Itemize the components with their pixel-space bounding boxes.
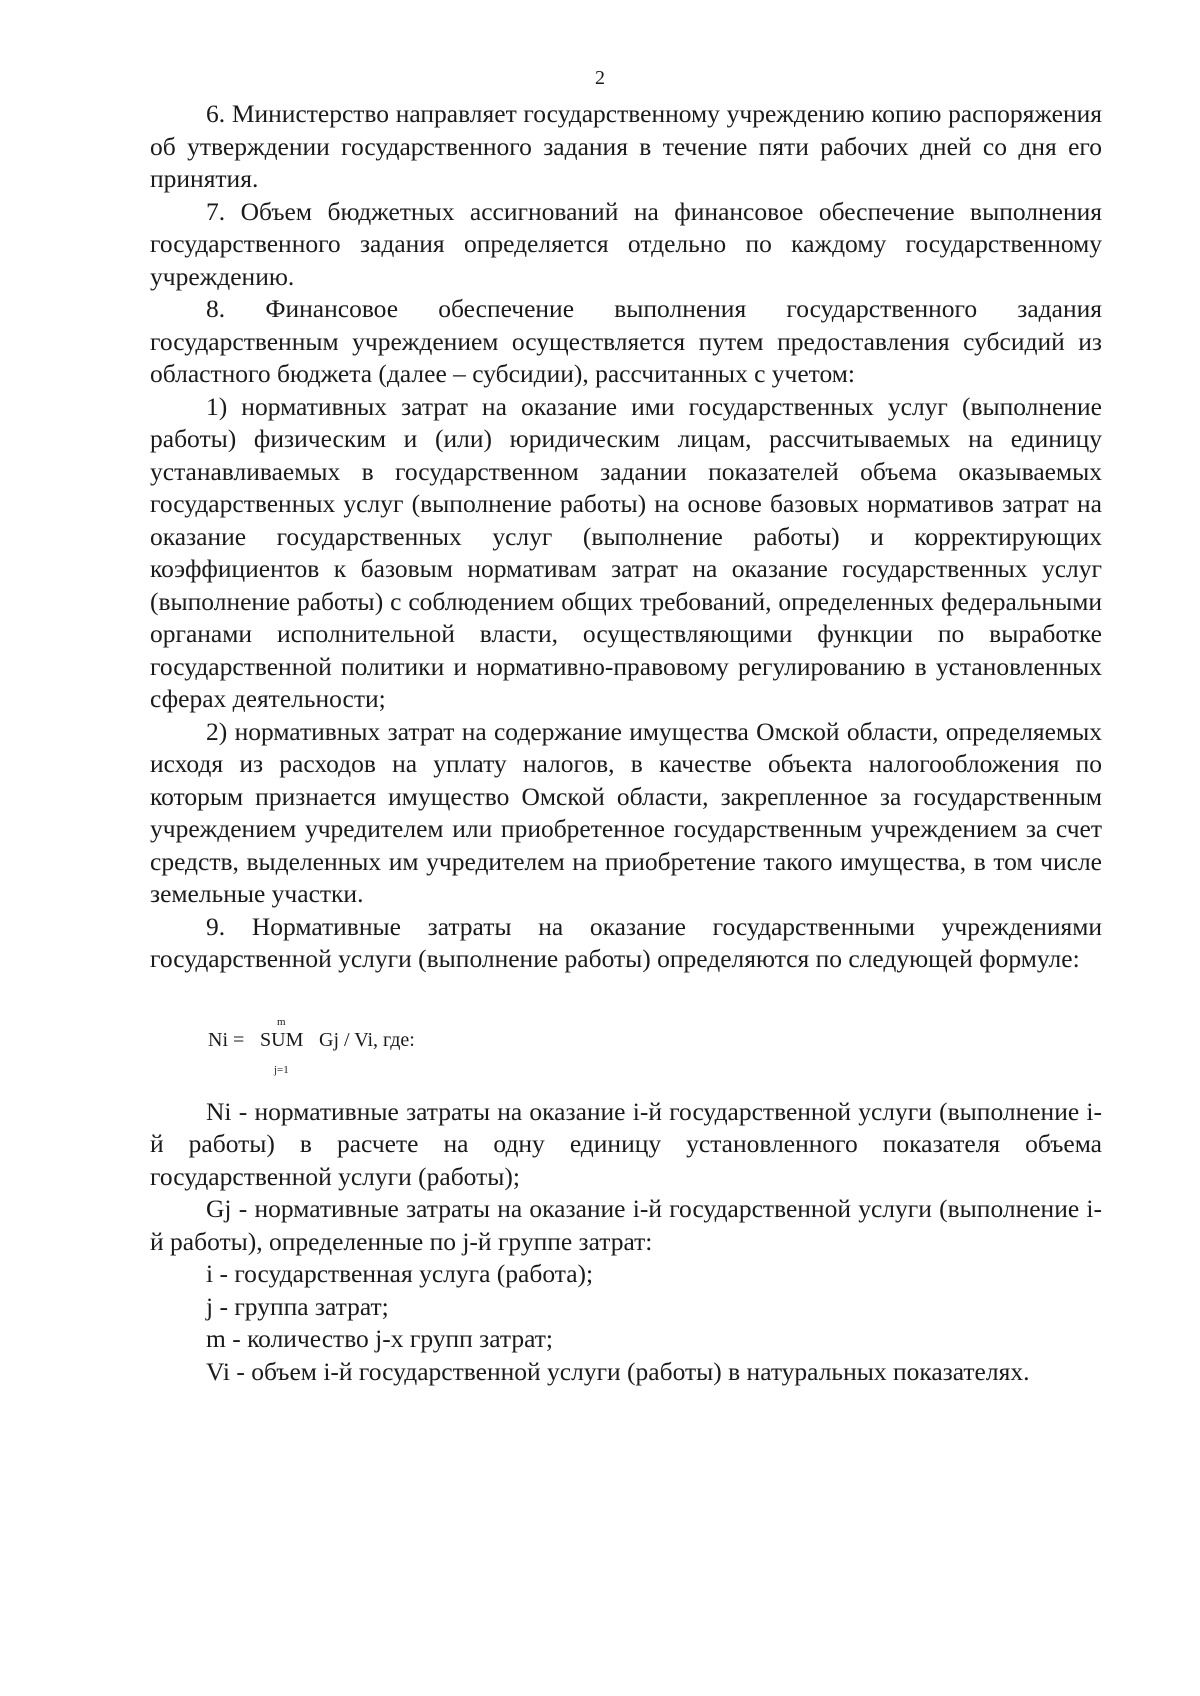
formula-upper-limit: m <box>277 1015 286 1028</box>
paragraph-8-item-1: 1) нормативных затрат на оказание ими государственных услуг (выполнение работы) физическим и (или) юридическим лицам, рассчитываемых на единицу устанавливаемых в государственном задании показателей объема оказываемых государственных услуг (выполнение работы) на основе базовых нормативов затрат на оказание государственных услуг (выполнение работы) и корректирующих коэффициентов к базовым нормативам затрат на оказание государственных услуг (выполнение работы) с соблюдением общих требований, определенных федеральными органами исполнительной власти, осуществляющими функции по выработке государственной политики и нормативно-правовому регулированию в установленных сферах деятельности; <box>150 391 1102 713</box>
definition-gj: Gj - нормативные затраты на оказание i-й государственной услуги (выполнение i-й работы), определенные по j-й группе затрат: <box>150 1194 1102 1256</box>
paragraph-8: 8. Финансовое обеспечение выполнения государственного задания государственным учреждением осуществляется путем предоставления субсидий из областного бюджета (далее – субсидии), рассчитанных с учетом: <box>150 294 1102 388</box>
page-number: 2 <box>595 67 605 89</box>
formula-rhs: Gj / Vi, где: <box>319 1028 415 1051</box>
paragraph-6: 6. Министерство направляет государственному учреждению копию распоряжения об утверждении государственного задания в течение пяти рабочих дней со дня его принятия. <box>150 99 1102 193</box>
cost-formula <box>150 976 1102 1096</box>
definition-i: i - государственная услуга (работа); <box>206 1259 594 1288</box>
document-body <box>150 98 1102 1388</box>
definition-m: m - количество j-х групп затрат; <box>206 1324 554 1353</box>
definition-j: j - группа затрат; <box>206 1291 389 1321</box>
definition-ni: Ni - нормативные затраты на оказание i-й государственной услуги (выполнение i-й работы) в расчете на одну единицу установленного показателя объема государственной услуги (работы); <box>150 1096 1102 1191</box>
formula-lhs: Ni = <box>208 1028 245 1051</box>
paragraph-8-item-2: 2) нормативных затрат на содержание имущества Омской области, определяемых исходя из расходов на уплату налогов, в качестве объекта налогообложения по которым признается имущество Омской области, закрепленное за государственным учреждением учредителем или приобретенное государственным учреждением за счет средств, выделенных им учредителем на приобретение такого имущества, в том числе земельные участки. <box>150 716 1102 908</box>
definition-vi: Vi - объем i-й государственной услуги (работы) в натуральных показателях. <box>206 1356 1030 1386</box>
formula-lower-limit: j=1 <box>274 1063 289 1076</box>
formula-sum-operator: SUM <box>260 1028 304 1051</box>
paragraph-9: 9. Нормативные затраты на оказание государственными учреждениями государственной услуги (выполнение работы) определяются по следующей формуле: <box>150 911 1102 973</box>
paragraph-7: 7. Объем бюджетных ассигнований на финансовое обеспечение выполнения государственного задания определяется отдельно по каждому государственному учреждению. <box>150 196 1102 291</box>
